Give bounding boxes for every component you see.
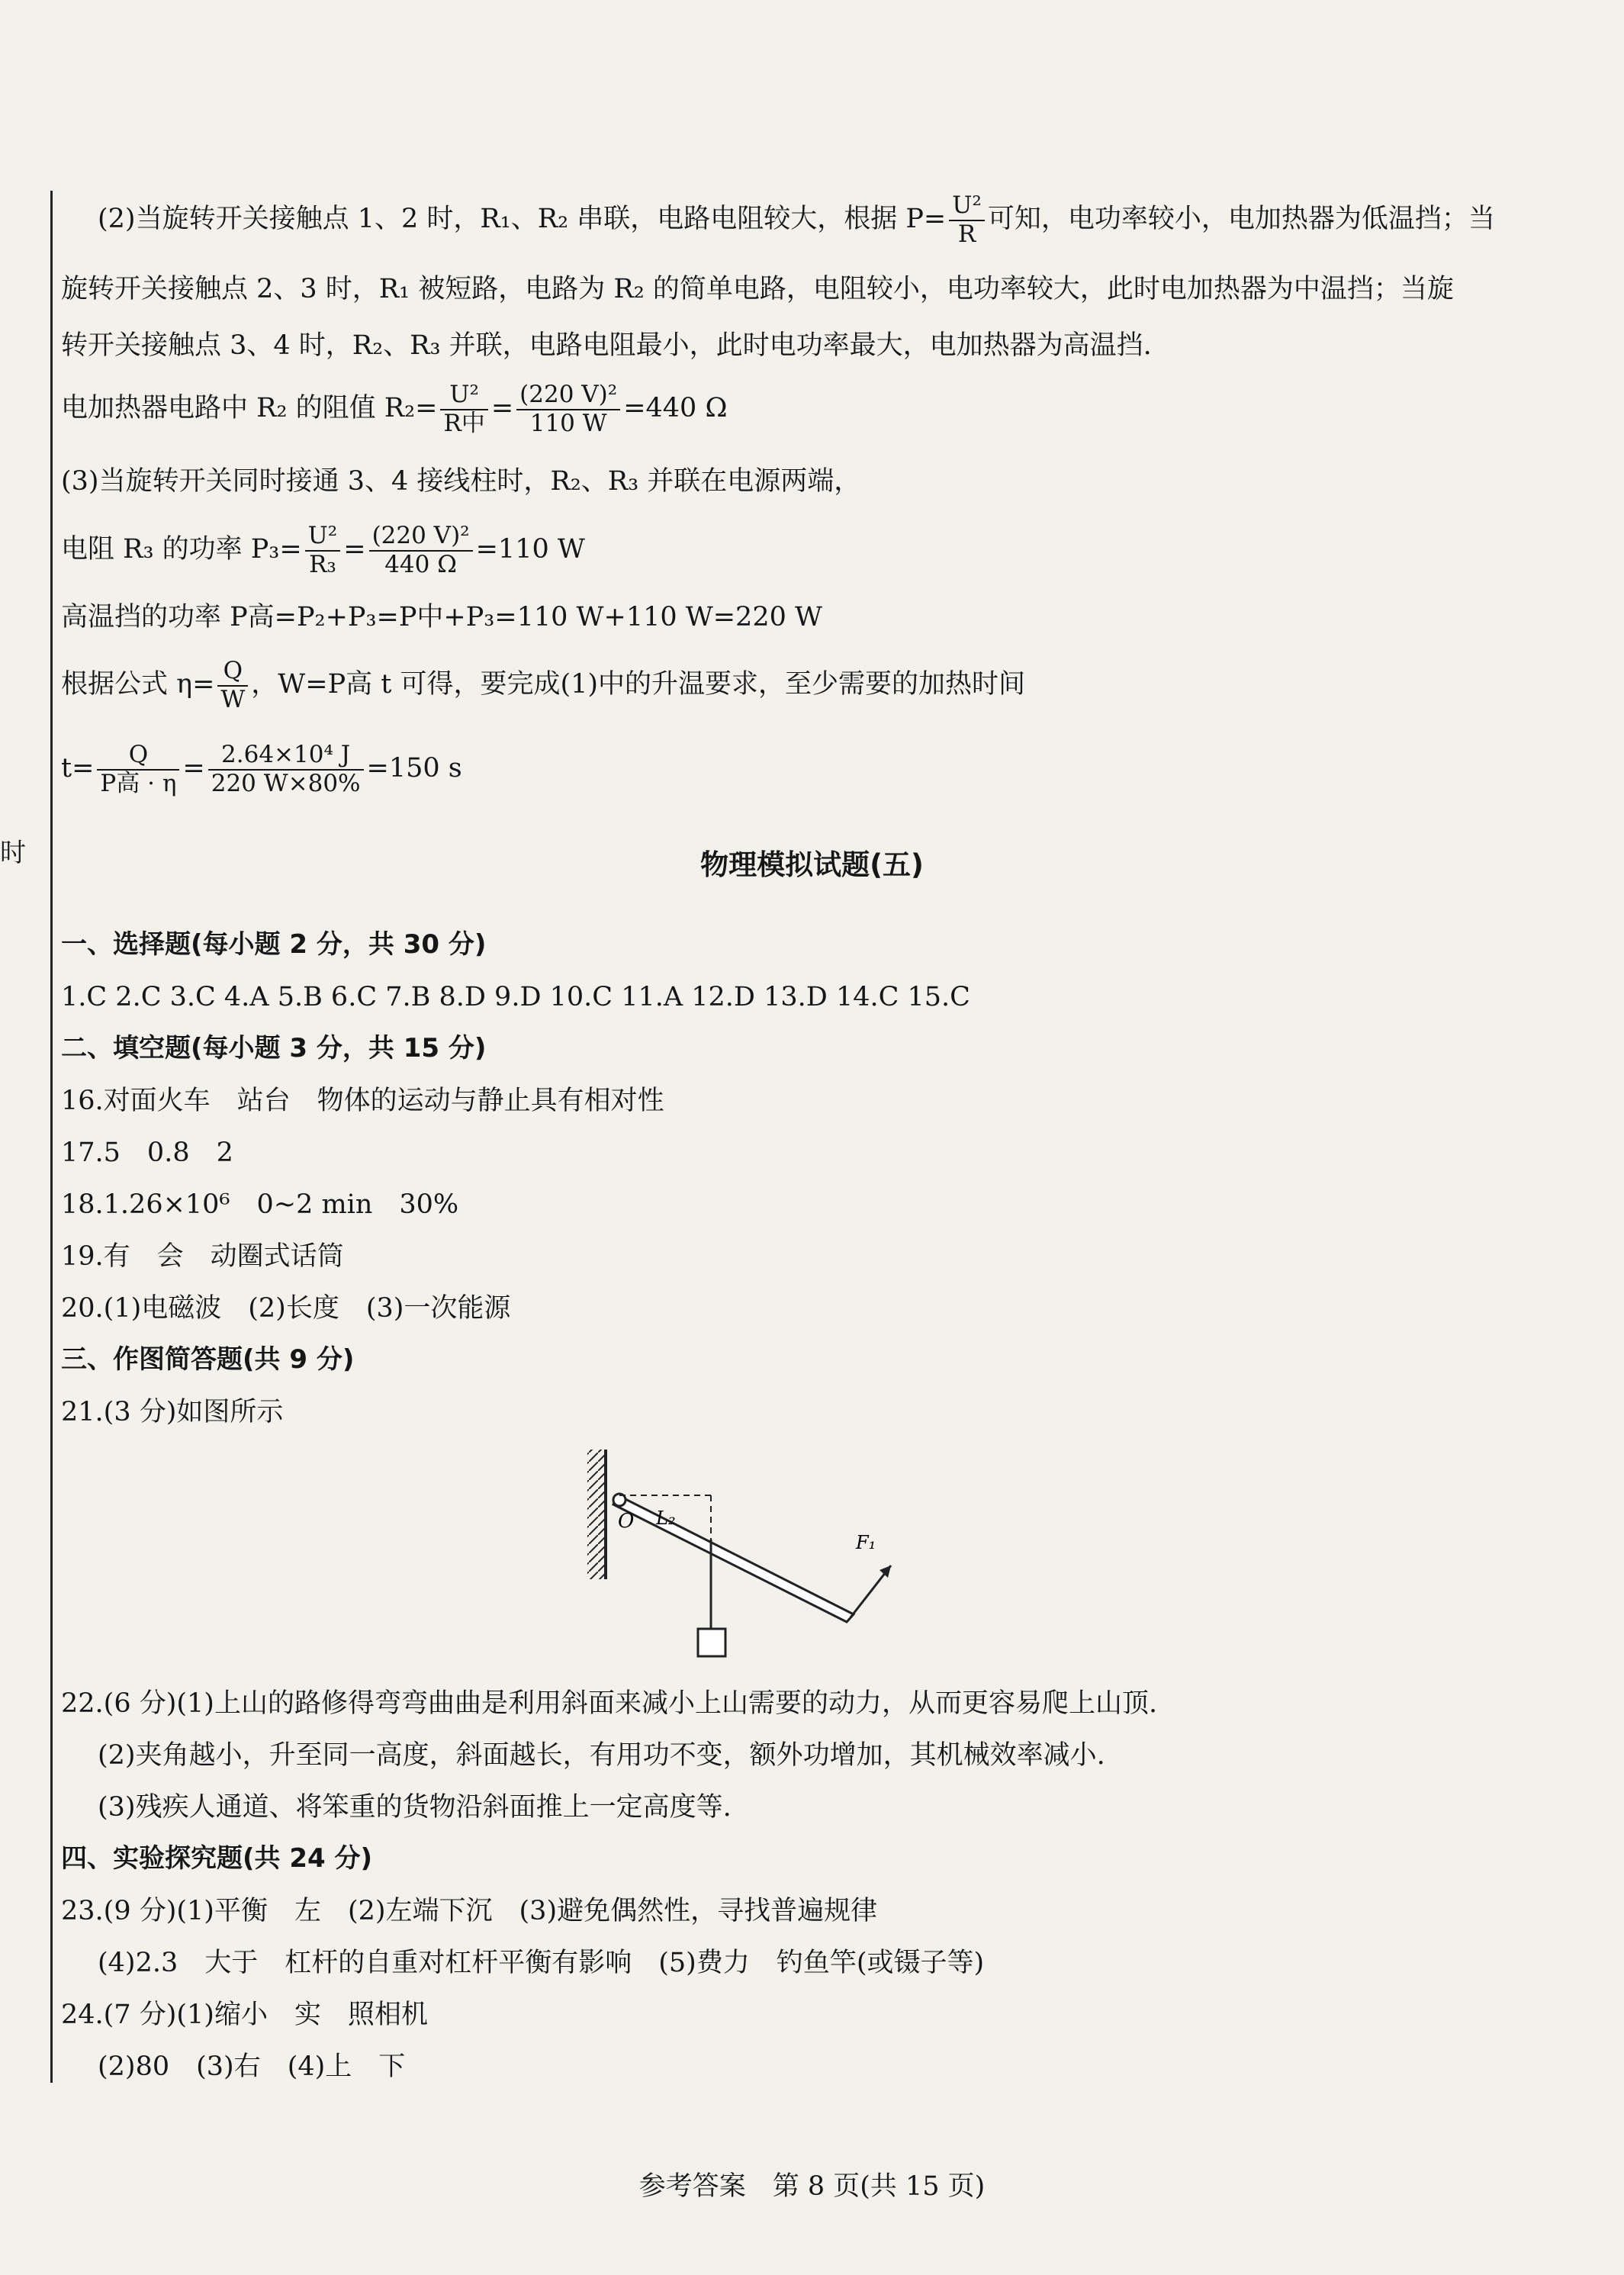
fraction [208, 742, 364, 797]
fraction [949, 192, 985, 248]
hanging-weight [698, 1629, 725, 1656]
answer-line: 20.(1)电磁波 (2)长度 (3)一次能源 [61, 1293, 511, 1324]
denominator: R [957, 220, 976, 248]
answer-line: 16.对面火车 站台 物体的运动与静止具有相对性 [61, 1086, 664, 1116]
answer-line: (2)夹角越小，升至同一高度，斜面越长，有用功不变，额外功增加，其机械效率减小. [98, 1740, 1105, 1771]
denominator: 220 W×80% [211, 769, 361, 797]
answer-line [61, 658, 1025, 713]
text-fragment: =110 W [475, 534, 585, 565]
text-fragment: (2)当旋转开关接触点 1、2 时，R₁、R₂ 串联，电路电阻较大，根据 P= [98, 204, 947, 235]
answer-line: (2)80 (3)右 (4)上 下 [98, 2051, 406, 2082]
answer-line: 高温挡的功率 P高=P₂+P₃=P中+P₃=110 W+110 W=220 W [61, 602, 822, 632]
force-arrow-head-icon [880, 1565, 891, 1578]
answer-line: 21.(3 分)如图所示 [61, 1397, 284, 1427]
denominator: R₃ [309, 550, 336, 578]
numerator: (220 V)² [369, 523, 473, 552]
fraction [369, 523, 473, 578]
numerator: Q [217, 658, 248, 687]
denominator: P高 · η [100, 769, 177, 797]
text-fragment: = [343, 534, 366, 565]
label-o: O [618, 1510, 635, 1533]
answer-line: 1.C 2.C 3.C 4.A 5.B 6.C 7.B 8.D 9.D 10.C 11.A 12.D 13.D 14.C 15.C [61, 982, 970, 1012]
text-fragment: 电加热器电路中 R₂ 的阻值 R₂= [61, 393, 438, 424]
page-title: 物理模拟试题(五) [700, 848, 924, 881]
text-fragment: 可知，电功率较小，电加热器为低温挡；当 [987, 204, 1495, 235]
answer-line: 24.(7 分)(1)缩小 实 照相机 [61, 2000, 428, 2030]
denominator: 110 W [529, 409, 607, 437]
margin-binding-line [50, 191, 53, 2083]
text-fragment: 根据公式 η= [61, 669, 215, 700]
denominator: R中 [443, 409, 485, 437]
numerator: U² [305, 523, 341, 552]
fraction [516, 381, 620, 437]
answer-line [61, 742, 462, 797]
section-heading: 一、选择题(每小题 2 分，共 30 分) [61, 929, 487, 960]
text-fragment: t= [61, 753, 95, 784]
wall-hatch [587, 1450, 606, 1579]
numerator: 2.64×10⁴ J [208, 742, 364, 771]
text-fragment: = [490, 393, 514, 424]
section-heading: 二、填空题(每小题 3 分，共 15 分) [61, 1033, 487, 1063]
answer-line: (4)2.3 大于 杠杆的自重对杠杆平衡有影响 (5)费力 钓鱼竿(或镊子等) [98, 1948, 985, 1978]
answer-line [98, 192, 1495, 248]
answer-line: 19.有 会 动圈式话筒 [61, 1241, 344, 1272]
numerator: Q [97, 742, 179, 771]
numerator: (220 V)² [516, 381, 620, 410]
answer-line: 转开关接触点 3、4 时，R₂、R₃ 并联，电路电阻最小，此时电功率最大，电加热器为高温挡. [61, 330, 1152, 361]
answer-line: (3)当旋转开关同时接通 3、4 接线柱时，R₂、R₃ 并联在电源两端， [61, 466, 861, 497]
page-footer: 参考答案 第 8 页(共 15 页) [638, 2171, 986, 2202]
answer-line [61, 523, 585, 578]
denominator: 440 Ω [384, 550, 457, 578]
denominator: W [220, 685, 246, 713]
numerator: U² [440, 381, 487, 410]
text-fragment: =440 Ω [623, 393, 728, 424]
answer-line: 17.5 0.8 2 [61, 1138, 233, 1168]
lever-bar [613, 1497, 854, 1622]
fraction [440, 381, 487, 437]
lever-diagram [580, 1434, 900, 1686]
fraction [97, 742, 179, 797]
text-fragment: =150 s [366, 753, 462, 784]
answer-line: (3)残疾人通道、将笨重的货物沿斜面推上一定高度等. [98, 1792, 732, 1823]
label-l2: L₂ [656, 1508, 676, 1529]
text-fragment: 电阻 R₃ 的功率 P₃= [61, 534, 302, 565]
answer-line: 18.1.26×10⁶ 0~2 min 30% [61, 1189, 459, 1220]
section-heading: 四、实验探究题(共 24 分) [61, 1843, 373, 1874]
answer-line: 22.(6 分)(1)上山的路修得弯弯曲曲是利用斜面来减小上山需要的动力，从而更容易爬上山顶. [61, 1688, 1158, 1719]
margin-cut-text: 时 [0, 838, 26, 868]
fraction [305, 523, 341, 578]
fraction [217, 658, 248, 713]
section-heading: 三、作图简答题(共 9 分) [61, 1344, 355, 1375]
label-f1: F₁ [856, 1532, 876, 1553]
text-fragment: ，W=P高 t 可得，要完成(1)中的升温要求，至少需要的加热时间 [251, 669, 1026, 700]
answer-line [61, 381, 727, 437]
text-fragment: = [182, 753, 205, 784]
numerator: U² [949, 192, 985, 221]
answer-line: 23.(9 分)(1)平衡 左 (2)左端下沉 (3)避免偶然性，寻找普遍规律 [61, 1896, 878, 1926]
answer-line: 旋转开关接触点 2、3 时，R₁ 被短路，电路为 R₂ 的简单电路，电阻较小，电功率较大，此时电加热器为中温挡；当旋 [61, 274, 1454, 304]
